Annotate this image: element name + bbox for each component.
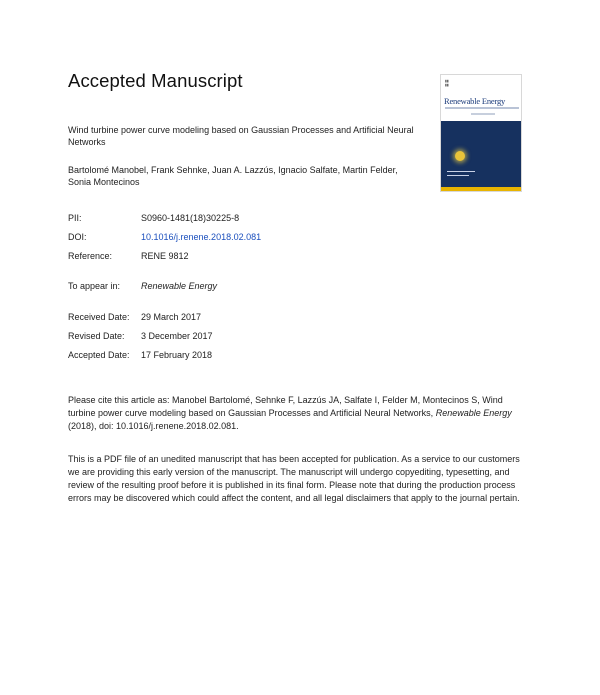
meta-received-label: Received Date: xyxy=(68,312,130,322)
notice-paragraph: This is a PDF file of an unedited manuscript that has been accepted for publication. As a service to our customers we are providing this early version of the manuscript. The manuscript will undergo copyediting, typesetting, and review of the resulting proof before it is published in its final form. Please note that during the production process errors may be discovered which could affect the content, and all legal disclaimers that apply to the journal pertain. xyxy=(68,454,520,503)
citation-journal: Renewable Energy xyxy=(435,408,512,418)
cover-subtitle-line-2 xyxy=(471,113,495,115)
meta-accepted-value: 17 February 2018 xyxy=(141,350,213,360)
meta-received-value: 29 March 2017 xyxy=(141,312,202,322)
citation-prefix: Please cite this article as: Manobel Bartolomé, Sehnke F, Lazzús JA, Salfate I, Felder M, Montecinos S, Wind turbine power curve modeling based on Gaussian Processes and Artificial Neural Networks, xyxy=(68,395,503,418)
meta-pii-label: PII: xyxy=(68,213,82,223)
meta-doi-label: DOI: xyxy=(68,232,87,242)
citation-paragraph xyxy=(68,394,524,433)
page-heading: Accepted Manuscript xyxy=(68,70,243,91)
cover-accent-bar xyxy=(441,187,522,192)
meta-reference-label: Reference: xyxy=(68,251,113,261)
meta-revised-value: 3 December 2017 xyxy=(141,331,213,341)
article-authors: Bartolomé Manobel, Frank Sehnke, Juan A. Lazzús, Ignacio Salfate, Martin Felder, Sonia Montecinos xyxy=(68,165,398,187)
meta-revised-label: Revised Date: xyxy=(68,331,125,341)
meta-pii-value: S0960-1481(18)30225-8 xyxy=(141,213,240,223)
cover-artwork xyxy=(441,121,522,192)
meta-accepted-label: Accepted Date: xyxy=(68,350,130,360)
cover-subtitle-line xyxy=(445,107,519,109)
cover-text-line xyxy=(447,171,475,172)
meta-reference-value: RENE 9812 xyxy=(141,251,189,261)
cover-text-line-2 xyxy=(447,175,469,176)
article-title: Wind turbine power curve modeling based on Gaussian Processes and Artificial Neural Networks xyxy=(68,125,414,147)
cover-journal-title: Renewable Energy xyxy=(444,96,506,106)
meta-appear-label: To appear in: xyxy=(68,281,121,291)
doi-link[interactable]: 10.1016/j.renene.2018.02.081 xyxy=(141,232,262,242)
journal-cover-thumbnail xyxy=(440,74,522,192)
cover-publisher-mark: ▮▮ ▮▮ xyxy=(445,79,449,87)
meta-journal-name: Renewable Energy xyxy=(141,281,218,291)
cover-sun-graphic xyxy=(455,151,465,161)
citation-suffix: (2018), doi: 10.1016/j.renene.2018.02.081. xyxy=(68,421,239,431)
